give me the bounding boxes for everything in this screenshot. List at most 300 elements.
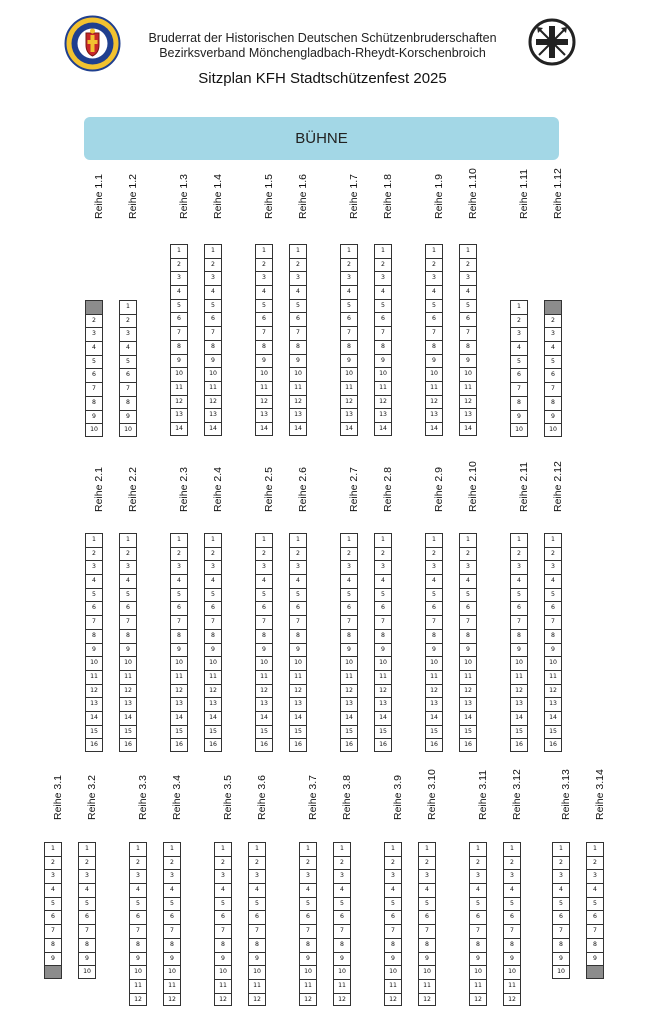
seat[interactable]: 10 (86, 656, 102, 670)
seat[interactable]: 11 (290, 670, 306, 684)
seat[interactable]: 2 (130, 856, 146, 870)
seat[interactable]: 7 (290, 326, 306, 340)
seat[interactable]: 12 (256, 395, 272, 409)
seat[interactable]: 12 (205, 684, 221, 698)
seat[interactable]: 16 (426, 738, 442, 752)
seat[interactable]: 3 (45, 869, 61, 883)
seat[interactable]: 7 (511, 382, 527, 396)
seat[interactable]: 12 (460, 395, 476, 409)
seat[interactable]: 5 (470, 897, 486, 911)
seat[interactable]: 4 (171, 574, 187, 588)
seat[interactable]: 3 (256, 560, 272, 574)
seat[interactable]: 8 (341, 629, 357, 643)
seat[interactable]: 9 (553, 952, 569, 966)
seat[interactable]: 9 (290, 643, 306, 657)
seat[interactable]: 2 (171, 258, 187, 272)
seat[interactable]: 7 (587, 924, 603, 938)
seat[interactable]: 16 (375, 738, 391, 752)
seat[interactable]: 8 (205, 340, 221, 354)
seat[interactable]: 9 (460, 354, 476, 368)
seat[interactable]: 16 (171, 738, 187, 752)
seat[interactable]: 12 (511, 684, 527, 698)
seat[interactable]: 4 (587, 883, 603, 897)
seat[interactable]: 7 (334, 924, 350, 938)
seat[interactable]: 15 (426, 725, 442, 739)
seat[interactable]: 9 (79, 952, 95, 966)
seat[interactable]: 3 (164, 869, 180, 883)
seat[interactable]: 1 (375, 244, 391, 258)
seat[interactable]: 11 (341, 381, 357, 395)
seat[interactable]: 14 (375, 711, 391, 725)
seat[interactable]: 12 (171, 684, 187, 698)
seat[interactable]: 10 (545, 656, 561, 670)
seat[interactable]: 2 (334, 856, 350, 870)
seat[interactable]: 7 (130, 924, 146, 938)
seat[interactable]: 5 (130, 897, 146, 911)
seat[interactable]: 11 (300, 979, 316, 993)
seat[interactable]: 1 (504, 842, 520, 856)
seat[interactable]: 2 (215, 856, 231, 870)
seat[interactable]: 6 (45, 910, 61, 924)
seat[interactable]: 10 (341, 656, 357, 670)
seat[interactable]: 6 (120, 601, 136, 615)
seat[interactable]: 2 (290, 547, 306, 561)
seat[interactable]: 8 (460, 629, 476, 643)
seat[interactable]: 14 (171, 711, 187, 725)
seat[interactable]: 6 (215, 910, 231, 924)
seat[interactable]: 8 (171, 340, 187, 354)
seat[interactable]: 9 (249, 952, 265, 966)
seat[interactable]: 4 (256, 285, 272, 299)
seat[interactable]: 3 (215, 869, 231, 883)
seat[interactable]: 2 (86, 314, 102, 328)
seat[interactable]: 6 (504, 910, 520, 924)
seat[interactable]: 1 (120, 533, 136, 547)
seat[interactable]: 12 (120, 684, 136, 698)
seat[interactable]: 9 (171, 643, 187, 657)
seat[interactable]: 2 (290, 258, 306, 272)
seat[interactable]: 12 (341, 395, 357, 409)
seat[interactable]: 5 (511, 355, 527, 369)
seat[interactable]: 1 (553, 842, 569, 856)
seat[interactable]: 2 (511, 314, 527, 328)
seat[interactable]: 15 (290, 725, 306, 739)
seat[interactable]: 13 (171, 697, 187, 711)
seat[interactable]: 4 (341, 285, 357, 299)
seat[interactable]: 4 (130, 883, 146, 897)
seat[interactable]: 7 (300, 924, 316, 938)
seat[interactable]: 5 (504, 897, 520, 911)
seat[interactable]: 13 (120, 697, 136, 711)
seat[interactable]: 6 (256, 312, 272, 326)
seat[interactable]: 11 (120, 670, 136, 684)
seat[interactable]: 6 (171, 312, 187, 326)
seat[interactable]: 5 (300, 897, 316, 911)
seat[interactable]: 10 (205, 656, 221, 670)
seat[interactable]: 11 (205, 670, 221, 684)
seat[interactable]: 2 (385, 856, 401, 870)
seat[interactable]: 4 (419, 883, 435, 897)
seat[interactable]: 11 (375, 381, 391, 395)
seat[interactable]: 4 (215, 883, 231, 897)
seat[interactable]: 14 (511, 711, 527, 725)
seat[interactable]: 12 (249, 993, 265, 1007)
seat[interactable]: 3 (511, 560, 527, 574)
seat[interactable]: 5 (375, 299, 391, 313)
seat[interactable]: 3 (504, 869, 520, 883)
seat[interactable]: 10 (171, 367, 187, 381)
seat[interactable]: 11 (460, 381, 476, 395)
seat[interactable]: 8 (256, 629, 272, 643)
seat[interactable]: 8 (334, 938, 350, 952)
seat[interactable]: 7 (79, 924, 95, 938)
seat[interactable]: 8 (511, 396, 527, 410)
seat[interactable]: 8 (419, 938, 435, 952)
seat[interactable]: 13 (205, 697, 221, 711)
seat[interactable]: 5 (86, 588, 102, 602)
seat[interactable]: 2 (300, 856, 316, 870)
seat[interactable]: 3 (130, 869, 146, 883)
seat[interactable]: 9 (45, 952, 61, 966)
seat[interactable]: 14 (460, 711, 476, 725)
seat[interactable]: 15 (205, 725, 221, 739)
seat[interactable]: 10 (511, 656, 527, 670)
seat[interactable]: 9 (426, 643, 442, 657)
seat[interactable]: 2 (460, 258, 476, 272)
seat[interactable]: 15 (86, 725, 102, 739)
seat[interactable]: 6 (426, 312, 442, 326)
seat[interactable]: 8 (553, 938, 569, 952)
seat[interactable]: 11 (171, 670, 187, 684)
seat[interactable]: 6 (341, 312, 357, 326)
seat[interactable]: 7 (45, 924, 61, 938)
seat[interactable]: 1 (215, 842, 231, 856)
seat[interactable]: 6 (290, 601, 306, 615)
seat[interactable]: 7 (120, 382, 136, 396)
seat[interactable]: 3 (120, 327, 136, 341)
seat[interactable]: 4 (385, 883, 401, 897)
seat[interactable]: 6 (553, 910, 569, 924)
seat[interactable]: 9 (511, 643, 527, 657)
seat[interactable]: 3 (334, 869, 350, 883)
seat[interactable]: 1 (86, 533, 102, 547)
seat[interactable]: 3 (460, 560, 476, 574)
seat[interactable]: 2 (470, 856, 486, 870)
seat[interactable]: 10 (86, 423, 102, 437)
seat[interactable]: 1 (419, 842, 435, 856)
seat[interactable]: 14 (341, 422, 357, 436)
seat[interactable]: 4 (79, 883, 95, 897)
seat[interactable]: 13 (460, 697, 476, 711)
seat[interactable]: 10 (553, 965, 569, 979)
seat[interactable]: 6 (545, 601, 561, 615)
seat[interactable]: 8 (215, 938, 231, 952)
seat[interactable]: 2 (164, 856, 180, 870)
seat[interactable]: 1 (290, 244, 306, 258)
seat[interactable]: 9 (341, 643, 357, 657)
seat[interactable]: 6 (341, 601, 357, 615)
seat[interactable]: 2 (79, 856, 95, 870)
seat[interactable]: 1 (79, 842, 95, 856)
seat[interactable]: 7 (460, 615, 476, 629)
seat[interactable]: 13 (511, 697, 527, 711)
seat[interactable]: 6 (470, 910, 486, 924)
seat[interactable]: 6 (460, 312, 476, 326)
seat[interactable]: 15 (545, 725, 561, 739)
seat[interactable]: 5 (419, 897, 435, 911)
seat[interactable]: 12 (205, 395, 221, 409)
seat[interactable]: 3 (86, 560, 102, 574)
seat[interactable]: 3 (460, 271, 476, 285)
seat[interactable]: 4 (504, 883, 520, 897)
seat[interactable]: 14 (341, 711, 357, 725)
seat[interactable]: 8 (164, 938, 180, 952)
seat[interactable]: 4 (545, 574, 561, 588)
seat[interactable]: 4 (120, 341, 136, 355)
seat[interactable]: 4 (341, 574, 357, 588)
seat[interactable]: 3 (120, 560, 136, 574)
seat-blocked[interactable] (587, 965, 603, 979)
seat[interactable]: 5 (215, 897, 231, 911)
seat[interactable]: 11 (215, 979, 231, 993)
seat[interactable]: 5 (45, 897, 61, 911)
seat[interactable]: 8 (504, 938, 520, 952)
seat[interactable]: 5 (385, 897, 401, 911)
seat[interactable]: 16 (511, 738, 527, 752)
seat[interactable]: 1 (587, 842, 603, 856)
seat[interactable]: 9 (290, 354, 306, 368)
seat[interactable]: 4 (334, 883, 350, 897)
seat[interactable]: 7 (426, 615, 442, 629)
seat[interactable]: 12 (504, 993, 520, 1007)
seat[interactable]: 11 (419, 979, 435, 993)
seat[interactable]: 5 (375, 588, 391, 602)
seat[interactable]: 8 (86, 396, 102, 410)
seat[interactable]: 8 (385, 938, 401, 952)
seat[interactable]: 8 (171, 629, 187, 643)
seat[interactable]: 16 (341, 738, 357, 752)
seat[interactable]: 4 (470, 883, 486, 897)
seat[interactable]: 1 (341, 533, 357, 547)
seat[interactable]: 5 (205, 299, 221, 313)
seat[interactable]: 8 (460, 340, 476, 354)
seat[interactable]: 8 (120, 629, 136, 643)
seat[interactable]: 3 (290, 271, 306, 285)
seat[interactable]: 4 (164, 883, 180, 897)
seat[interactable]: 7 (341, 615, 357, 629)
seat[interactable]: 7 (256, 326, 272, 340)
seat[interactable]: 12 (171, 395, 187, 409)
seat[interactable]: 15 (341, 725, 357, 739)
seat[interactable]: 6 (419, 910, 435, 924)
seat[interactable]: 1 (171, 244, 187, 258)
seat[interactable]: 8 (545, 396, 561, 410)
seat[interactable]: 11 (256, 381, 272, 395)
seat[interactable]: 6 (164, 910, 180, 924)
seat[interactable]: 2 (120, 314, 136, 328)
seat[interactable]: 9 (215, 952, 231, 966)
seat[interactable]: 3 (375, 560, 391, 574)
seat[interactable]: 4 (205, 285, 221, 299)
seat[interactable]: 10 (120, 656, 136, 670)
seat[interactable]: 11 (426, 670, 442, 684)
seat[interactable]: 10 (470, 965, 486, 979)
seat[interactable]: 9 (171, 354, 187, 368)
seat[interactable]: 11 (385, 979, 401, 993)
seat[interactable]: 7 (256, 615, 272, 629)
seat[interactable]: 12 (334, 993, 350, 1007)
seat[interactable]: 5 (511, 588, 527, 602)
seat[interactable]: 10 (120, 423, 136, 437)
seat[interactable]: 6 (86, 601, 102, 615)
seat[interactable]: 14 (256, 711, 272, 725)
seat[interactable]: 1 (545, 533, 561, 547)
seat[interactable]: 9 (300, 952, 316, 966)
seat[interactable]: 10 (504, 965, 520, 979)
seat[interactable]: 12 (375, 395, 391, 409)
seat[interactable]: 13 (375, 697, 391, 711)
seat-blocked[interactable] (86, 300, 102, 314)
seat[interactable]: 14 (256, 422, 272, 436)
seat[interactable]: 9 (470, 952, 486, 966)
seat[interactable]: 1 (460, 533, 476, 547)
seat[interactable]: 11 (86, 670, 102, 684)
seat[interactable]: 11 (171, 381, 187, 395)
seat[interactable]: 14 (290, 711, 306, 725)
seat[interactable]: 2 (375, 547, 391, 561)
seat[interactable]: 6 (375, 601, 391, 615)
seat[interactable]: 6 (79, 910, 95, 924)
seat[interactable]: 3 (587, 869, 603, 883)
seat[interactable]: 11 (426, 381, 442, 395)
seat[interactable]: 10 (460, 656, 476, 670)
seat[interactable]: 14 (86, 711, 102, 725)
seat[interactable]: 10 (290, 367, 306, 381)
seat[interactable]: 14 (375, 422, 391, 436)
seat[interactable]: 4 (249, 883, 265, 897)
seat[interactable]: 4 (375, 574, 391, 588)
seat[interactable]: 3 (86, 327, 102, 341)
seat[interactable]: 6 (290, 312, 306, 326)
seat[interactable]: 2 (504, 856, 520, 870)
seat[interactable]: 10 (334, 965, 350, 979)
seat[interactable]: 10 (426, 367, 442, 381)
seat[interactable]: 8 (205, 629, 221, 643)
seat[interactable]: 9 (375, 643, 391, 657)
seat[interactable]: 1 (375, 533, 391, 547)
seat[interactable]: 8 (249, 938, 265, 952)
seat[interactable]: 10 (419, 965, 435, 979)
seat[interactable]: 7 (460, 326, 476, 340)
seat[interactable]: 6 (511, 601, 527, 615)
seat[interactable]: 6 (86, 368, 102, 382)
seat[interactable]: 5 (86, 355, 102, 369)
seat[interactable]: 1 (256, 244, 272, 258)
seat[interactable]: 4 (511, 341, 527, 355)
seat[interactable]: 7 (171, 615, 187, 629)
seat[interactable]: 4 (120, 574, 136, 588)
seat[interactable]: 9 (130, 952, 146, 966)
seat[interactable]: 12 (215, 993, 231, 1007)
seat[interactable]: 5 (164, 897, 180, 911)
seat[interactable]: 1 (385, 842, 401, 856)
seat[interactable]: 2 (256, 258, 272, 272)
seat[interactable]: 15 (256, 725, 272, 739)
seat[interactable]: 5 (587, 897, 603, 911)
seat[interactable]: 8 (290, 340, 306, 354)
seat[interactable]: 7 (375, 326, 391, 340)
seat[interactable]: 11 (334, 979, 350, 993)
seat[interactable]: 10 (130, 965, 146, 979)
seat[interactable]: 8 (375, 340, 391, 354)
seat[interactable]: 4 (426, 285, 442, 299)
seat[interactable]: 14 (171, 422, 187, 436)
seat[interactable]: 2 (256, 547, 272, 561)
seat[interactable]: 2 (341, 547, 357, 561)
seat[interactable]: 11 (164, 979, 180, 993)
seat[interactable]: 16 (256, 738, 272, 752)
seat[interactable]: 15 (120, 725, 136, 739)
seat[interactable]: 9 (375, 354, 391, 368)
seat[interactable]: 7 (205, 326, 221, 340)
seat[interactable]: 9 (460, 643, 476, 657)
seat[interactable]: 10 (341, 367, 357, 381)
seat[interactable]: 13 (205, 408, 221, 422)
seat[interactable]: 5 (205, 588, 221, 602)
seat[interactable]: 1 (130, 842, 146, 856)
seat[interactable]: 8 (256, 340, 272, 354)
seat[interactable]: 14 (545, 711, 561, 725)
seat[interactable]: 13 (171, 408, 187, 422)
seat[interactable]: 7 (341, 326, 357, 340)
seat[interactable]: 3 (79, 869, 95, 883)
seat[interactable]: 4 (375, 285, 391, 299)
seat[interactable]: 9 (587, 952, 603, 966)
seat[interactable]: 8 (79, 938, 95, 952)
seat[interactable]: 7 (290, 615, 306, 629)
seat[interactable]: 5 (249, 897, 265, 911)
seat[interactable]: 7 (164, 924, 180, 938)
seat[interactable]: 4 (45, 883, 61, 897)
seat[interactable]: 13 (426, 697, 442, 711)
seat[interactable]: 5 (256, 299, 272, 313)
seat[interactable]: 2 (205, 547, 221, 561)
seat[interactable]: 4 (426, 574, 442, 588)
seat[interactable]: 12 (256, 684, 272, 698)
seat[interactable]: 16 (205, 738, 221, 752)
seat[interactable]: 10 (290, 656, 306, 670)
seat[interactable]: 13 (86, 697, 102, 711)
seat[interactable]: 1 (470, 842, 486, 856)
seat[interactable]: 6 (545, 368, 561, 382)
seat[interactable]: 6 (375, 312, 391, 326)
seat[interactable]: 8 (470, 938, 486, 952)
seat[interactable]: 7 (205, 615, 221, 629)
seat[interactable]: 2 (171, 547, 187, 561)
seat[interactable]: 11 (375, 670, 391, 684)
seat[interactable]: 12 (290, 395, 306, 409)
seat[interactable]: 15 (375, 725, 391, 739)
seat[interactable]: 11 (504, 979, 520, 993)
seat[interactable]: 2 (426, 258, 442, 272)
seat[interactable]: 5 (553, 897, 569, 911)
seat[interactable]: 3 (249, 869, 265, 883)
seat[interactable]: 8 (375, 629, 391, 643)
seat-blocked[interactable] (545, 300, 561, 314)
seat[interactable]: 14 (290, 422, 306, 436)
seat[interactable]: 6 (426, 601, 442, 615)
seat[interactable]: 11 (205, 381, 221, 395)
